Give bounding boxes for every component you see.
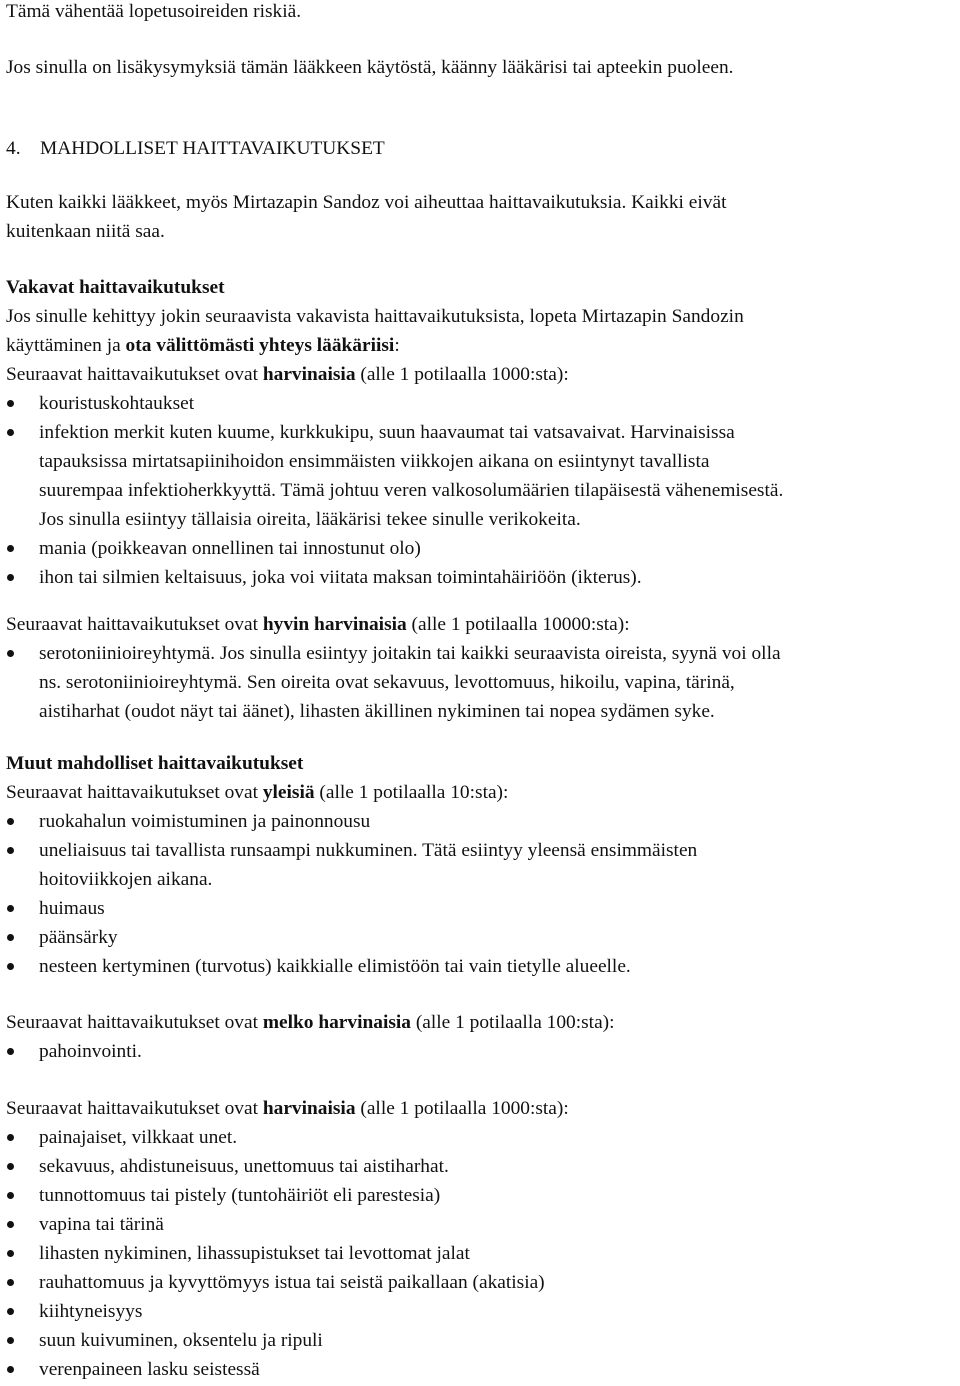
contact-doctor-emphasis: ota välittömästi yhteys lääkäriisi xyxy=(125,335,395,356)
frequency-emphasis: harvinaisia xyxy=(262,1098,356,1119)
rare-section xyxy=(6,1094,956,1384)
list-item-line: aistiharhat (oudot näyt tai äänet), lihasten äkillinen nykiminen tai nopea sydämen syke. xyxy=(39,701,715,722)
list-item: vapina tai tärinä xyxy=(6,1210,956,1239)
serious-text-post: : xyxy=(394,335,400,356)
list-item: painajaiset, vilkkaat unet. xyxy=(6,1123,956,1152)
side-effects-intro-line-1: Kuten kaikki lääkkeet, myös Mirtazapin Sandoz voi aiheuttaa haittavaikutuksia. Kaikki eivät xyxy=(6,192,727,213)
frequency-post: (alle 1 potilaalla 10000:sta): xyxy=(406,614,630,635)
list-item: päänsärky xyxy=(6,923,956,952)
frequency-emphasis: hyvin harvinaisia xyxy=(262,614,407,635)
other-heading: Muut mahdolliset haittavaikutukset xyxy=(6,753,304,774)
list-item: huimaus xyxy=(6,894,956,923)
list-item-line: uneliaisuus tai tavallista runsaampi nukkuminen. Tätä esiintyy yleensä ensimmäisten xyxy=(39,840,698,861)
frequency-uncommon-label xyxy=(6,1008,956,1037)
list-item xyxy=(6,836,956,894)
list-item xyxy=(6,418,956,534)
very-rare-list xyxy=(6,639,956,726)
frequency-emphasis: melko harvinaisia xyxy=(262,1012,411,1033)
common-list xyxy=(6,807,956,981)
section-title: MAHDOLLISET HAITTAVAIKUTUKSET xyxy=(40,138,385,159)
frequency-pre: Seuraavat haittavaikutukset ovat xyxy=(6,614,263,635)
list-item-line: hoitoviikkojen aikana. xyxy=(39,869,213,890)
section-heading xyxy=(6,134,385,163)
frequency-common-label xyxy=(6,778,956,807)
frequency-post: (alle 1 potilaalla 10:sta): xyxy=(314,782,509,803)
uncommon-section xyxy=(6,1008,956,1066)
list-item-line: serotoniinioireyhtymä. Jos sinulla esiintyy joitakin tai kaikki seuraavista oireista, syynä voi olla xyxy=(39,643,781,664)
list-item: sekavuus, ahdistuneisuus, unettomuus tai aistiharhat. xyxy=(6,1152,956,1181)
rare-list xyxy=(6,1123,956,1384)
list-item: verenpaineen lasku seistessä xyxy=(6,1355,956,1384)
list-item: rauhattomuus ja kyvyttömyys istua tai seistä paikallaan (akatisia) xyxy=(6,1268,956,1297)
intro-line-1: Tämä vähentää lopetusoireiden riskiä. xyxy=(6,1,302,22)
serious-text-line-1: Jos sinulle kehittyy jokin seuraavista vakavista haittavaikutuksista, lopeta Mirtazapin Sandozin xyxy=(6,306,744,327)
list-item: ihon tai silmien keltaisuus, joka voi viitata maksan toimintahäiriöön (ikterus). xyxy=(6,563,956,592)
frequency-emphasis: yleisiä xyxy=(262,782,315,803)
other-side-effects-section xyxy=(6,749,956,981)
frequency-emphasis: harvinaisia xyxy=(262,364,356,385)
serious-side-effects-section xyxy=(6,273,956,592)
frequency-post: (alle 1 potilaalla 1000:sta): xyxy=(355,364,569,385)
frequency-pre: Seuraavat haittavaikutukset ovat xyxy=(6,782,263,803)
frequency-post: (alle 1 potilaalla 100:sta): xyxy=(410,1012,615,1033)
list-item: mania (poikkeavan onnellinen tai innostunut olo) xyxy=(6,534,956,563)
list-item-line: infektion merkit kuten kuume, kurkkukipu, suun haavaumat tai vatsavaivat. Harvinaisissa xyxy=(39,422,735,443)
section-number: 4. xyxy=(6,138,21,159)
frequency-very-rare-label xyxy=(6,610,956,639)
list-item-line: suurempaa infektioherkkyyttä. Tämä johtuu veren valkosolumäärien tilapäisestä vähenemisestä. xyxy=(39,480,784,501)
list-item: nesteen kertyminen (turvotus) kaikkialle elimistöön tai vain tietylle alueelle. xyxy=(6,952,956,981)
serious-text-line-2 xyxy=(6,331,956,360)
list-item: ruokahalun voimistuminen ja painonnousu xyxy=(6,807,956,836)
list-item: suun kuivuminen, oksentelu ja ripuli xyxy=(6,1326,956,1355)
list-item: lihasten nykiminen, lihassupistukset tai levottomat jalat xyxy=(6,1239,956,1268)
list-item: tunnottomuus tai pistely (tuntohäiriöt eli parestesia) xyxy=(6,1181,956,1210)
serious-text-pre: käyttäminen ja xyxy=(6,335,126,356)
list-item: kiihtyneisyys xyxy=(6,1297,956,1326)
list-item-line: Jos sinulla esiintyy tällaisia oireita, lääkärisi tekee sinulle verikokeita. xyxy=(39,509,581,530)
list-item-line: ns. serotoniinioireyhtymä. Sen oireita ovat sekavuus, levottomuus, hikoilu, vapina, tärinä, xyxy=(39,672,735,693)
frequency-pre: Seuraavat haittavaikutukset ovat xyxy=(6,1098,263,1119)
uncommon-list xyxy=(6,1037,956,1066)
frequency-rare-label-other xyxy=(6,1094,956,1123)
list-item xyxy=(6,639,956,726)
intro-line-2: Jos sinulla on lisäkysymyksiä tämän lääkkeen käytöstä, käänny lääkärisi tai apteekin puoleen. xyxy=(6,57,734,78)
list-item-line: tapauksissa mirtatsapiinihoidon ensimmäisten viikkojen aikana on esiintynyt tavallista xyxy=(39,451,710,472)
serious-heading: Vakavat haittavaikutukset xyxy=(6,277,225,298)
frequency-post: (alle 1 potilaalla 1000:sta): xyxy=(355,1098,569,1119)
frequency-pre: Seuraavat haittavaikutukset ovat xyxy=(6,364,263,385)
serious-rare-list xyxy=(6,389,956,592)
list-item: pahoinvointi. xyxy=(6,1037,956,1066)
list-item: kouristuskohtaukset xyxy=(6,389,956,418)
frequency-pre: Seuraavat haittavaikutukset ovat xyxy=(6,1012,263,1033)
frequency-rare-label xyxy=(6,360,956,389)
very-rare-section xyxy=(6,610,956,726)
side-effects-intro-line-2: kuitenkaan niitä saa. xyxy=(6,221,165,242)
side-effects-intro xyxy=(6,188,726,246)
